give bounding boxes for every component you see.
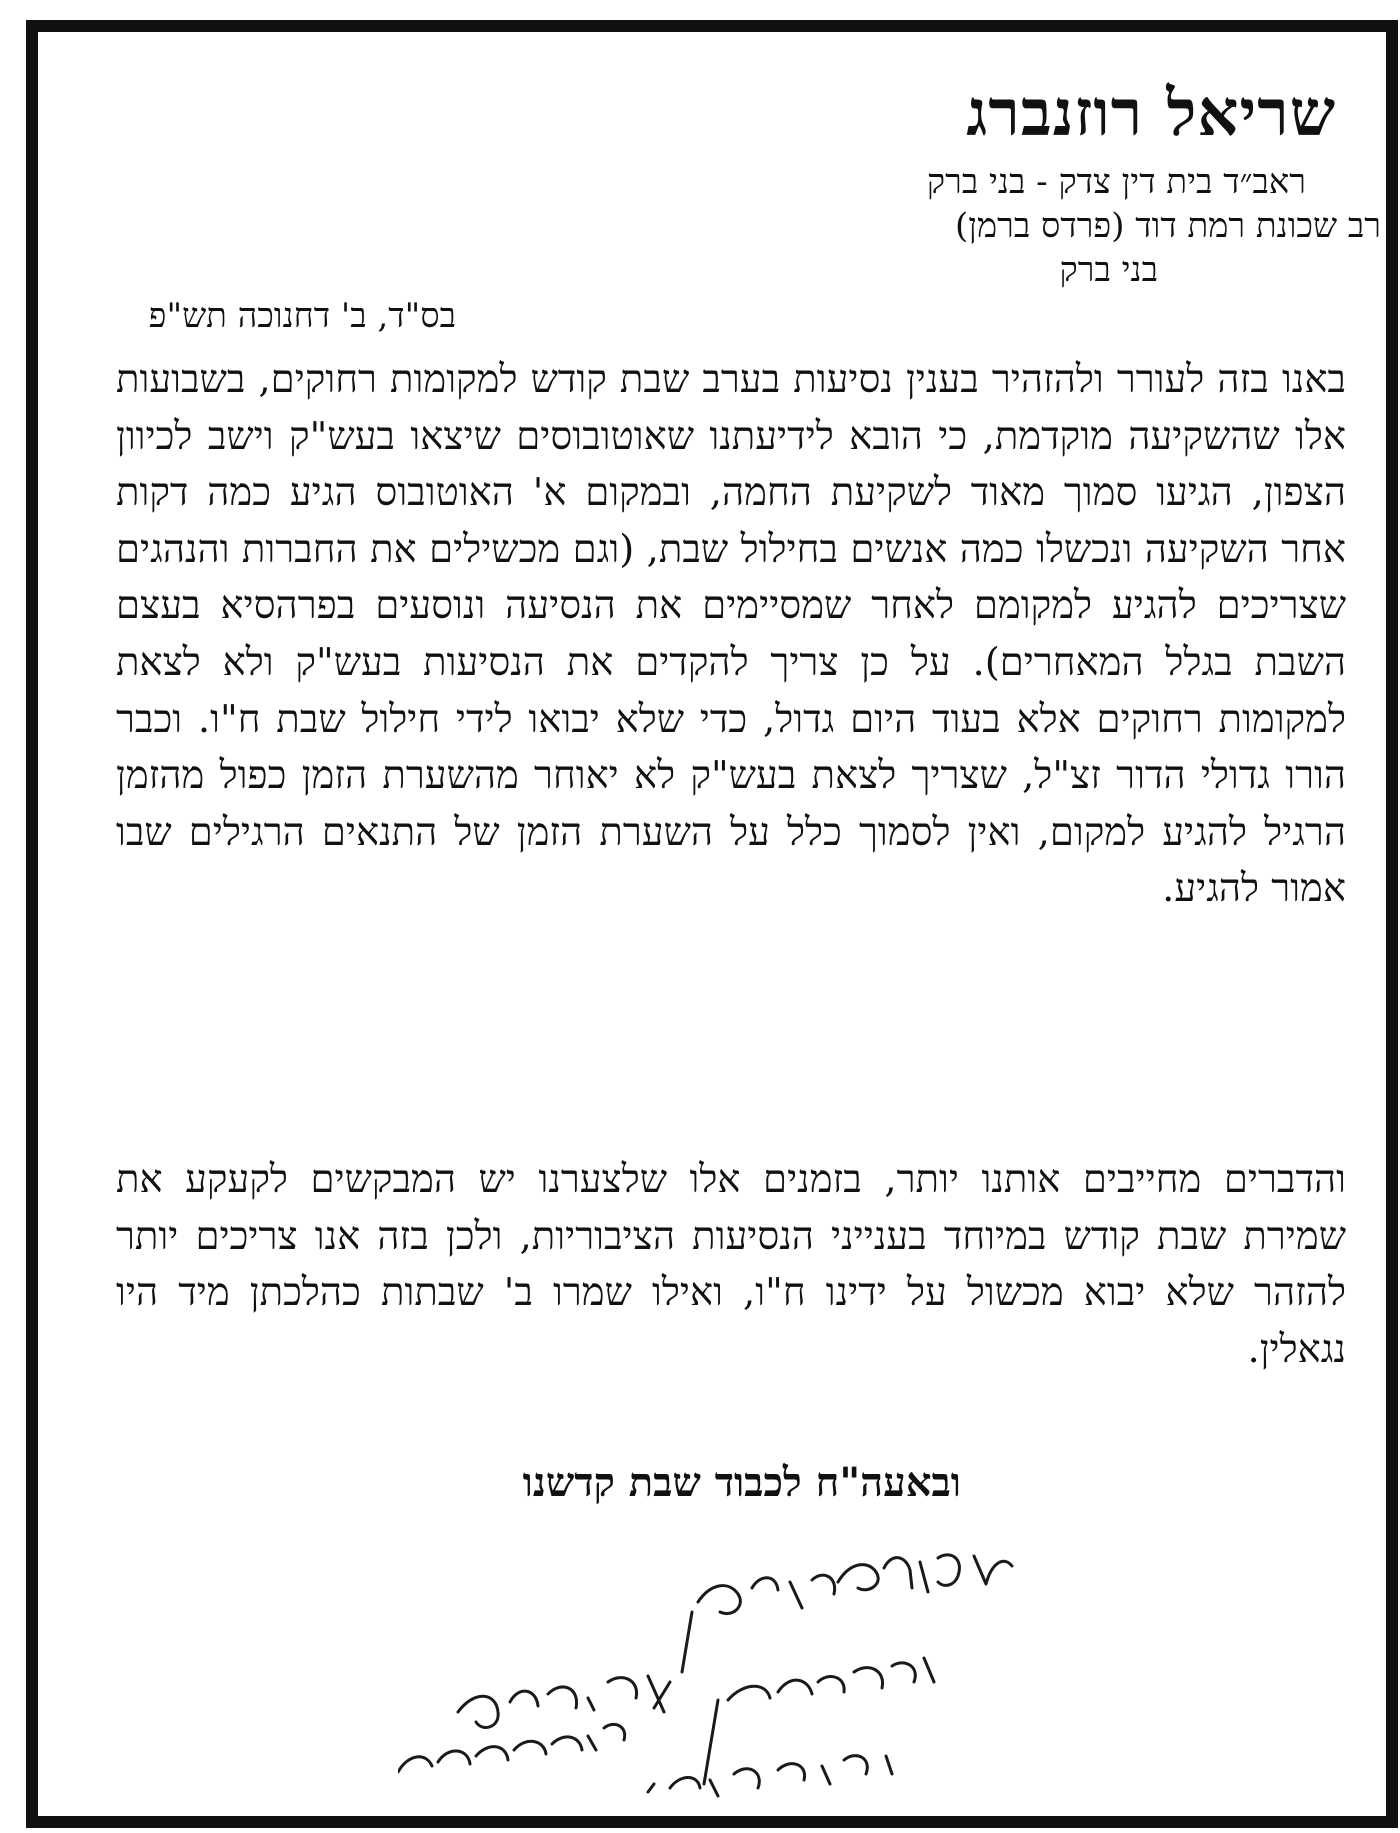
letterhead-title-3: בני ברק: [1059, 250, 1158, 290]
body-paragraph-2-text: והדברים מחייבים אותנו יותר, בזמנים אלו שלצערנו יש המבקשים לקעקע את שמירת שבת קודש במיוחד בענייני הנסיעות הציבוריות, ולכן בזה אנו צריכים יותר להזהר שלא יבוא מכשול על ידינו ח"ו, ואילו שמרו ב' שבתות כהלכתן מיד היו נגאלין.: [116, 1157, 1346, 1372]
signature-4-mark: [398, 1724, 625, 1802]
body-paragraph-1: [116, 352, 1346, 918]
closing-line: ובאעה"ח לכבוד שבת קדשנו: [522, 1459, 961, 1506]
body-paragraph-1-text: באנו בזה לעורר ולהזהיר בענין נסיעות בערב שבת קודש למקומות רחוקים, בשבועות אלו שהשקיעה מוקדמת, כי הובא לידיעתנו שאוטובוסים שיצאו בעש"ק וישב לכיוון הצפון, הגיעו סמוך מאוד לשקיעת החמה, ובמקום א' האוטובוס הגיע כמה דקות אחר השקיעה ונכשלו כמה אנשים בחילול שבת, (וגם מכשילים את החברות והנהגים שצריכים להגיע למקומם לאחר שמסיימים את הנסיעה ונוסעים בפרהסיא בעצם השבת בגלל המאחרים). על כן צריך להקדים את הנסיעות בעש"ק ולא לצאת למקומות רחוקים אלא בעוד היום גדול, כדי שלא יבואו לידי חילול שבת ח"ו. וכבר הורו גדולי הדור זצ"ל, שצריך לצאת בעש"ק לא יאוחר מהשערת הזמן כפול מהזמן הרגיל להגיע למקום, ואין לסמוך כלל על השערת הזמן של התנאים הרגילים שבו אמור להגיע.: [116, 357, 1346, 912]
letterhead-name: שריאל רוזנברג: [966, 76, 1336, 151]
signature-3-mark: [458, 1676, 670, 1727]
letterhead-title-1: ראב״ד בית דין צדק - בני ברק: [926, 162, 1306, 202]
handwritten-signatures: [398, 1522, 1078, 1802]
date-line: בס"ד, ב' דחנוכה תש"פ: [148, 296, 456, 336]
document-frame: [26, 20, 1398, 1828]
signatures-block: [398, 1522, 1078, 1802]
signature-1-mark: [682, 1555, 1012, 1672]
letter-content: [38, 32, 1386, 1816]
signature-5-mark: [648, 1756, 892, 1796]
signature-2-mark: [704, 1658, 934, 1784]
body-paragraph-2: [116, 1152, 1346, 1378]
letterhead-title-2: רב שכונת רמת דוד (פרדס ברמן): [955, 206, 1381, 246]
